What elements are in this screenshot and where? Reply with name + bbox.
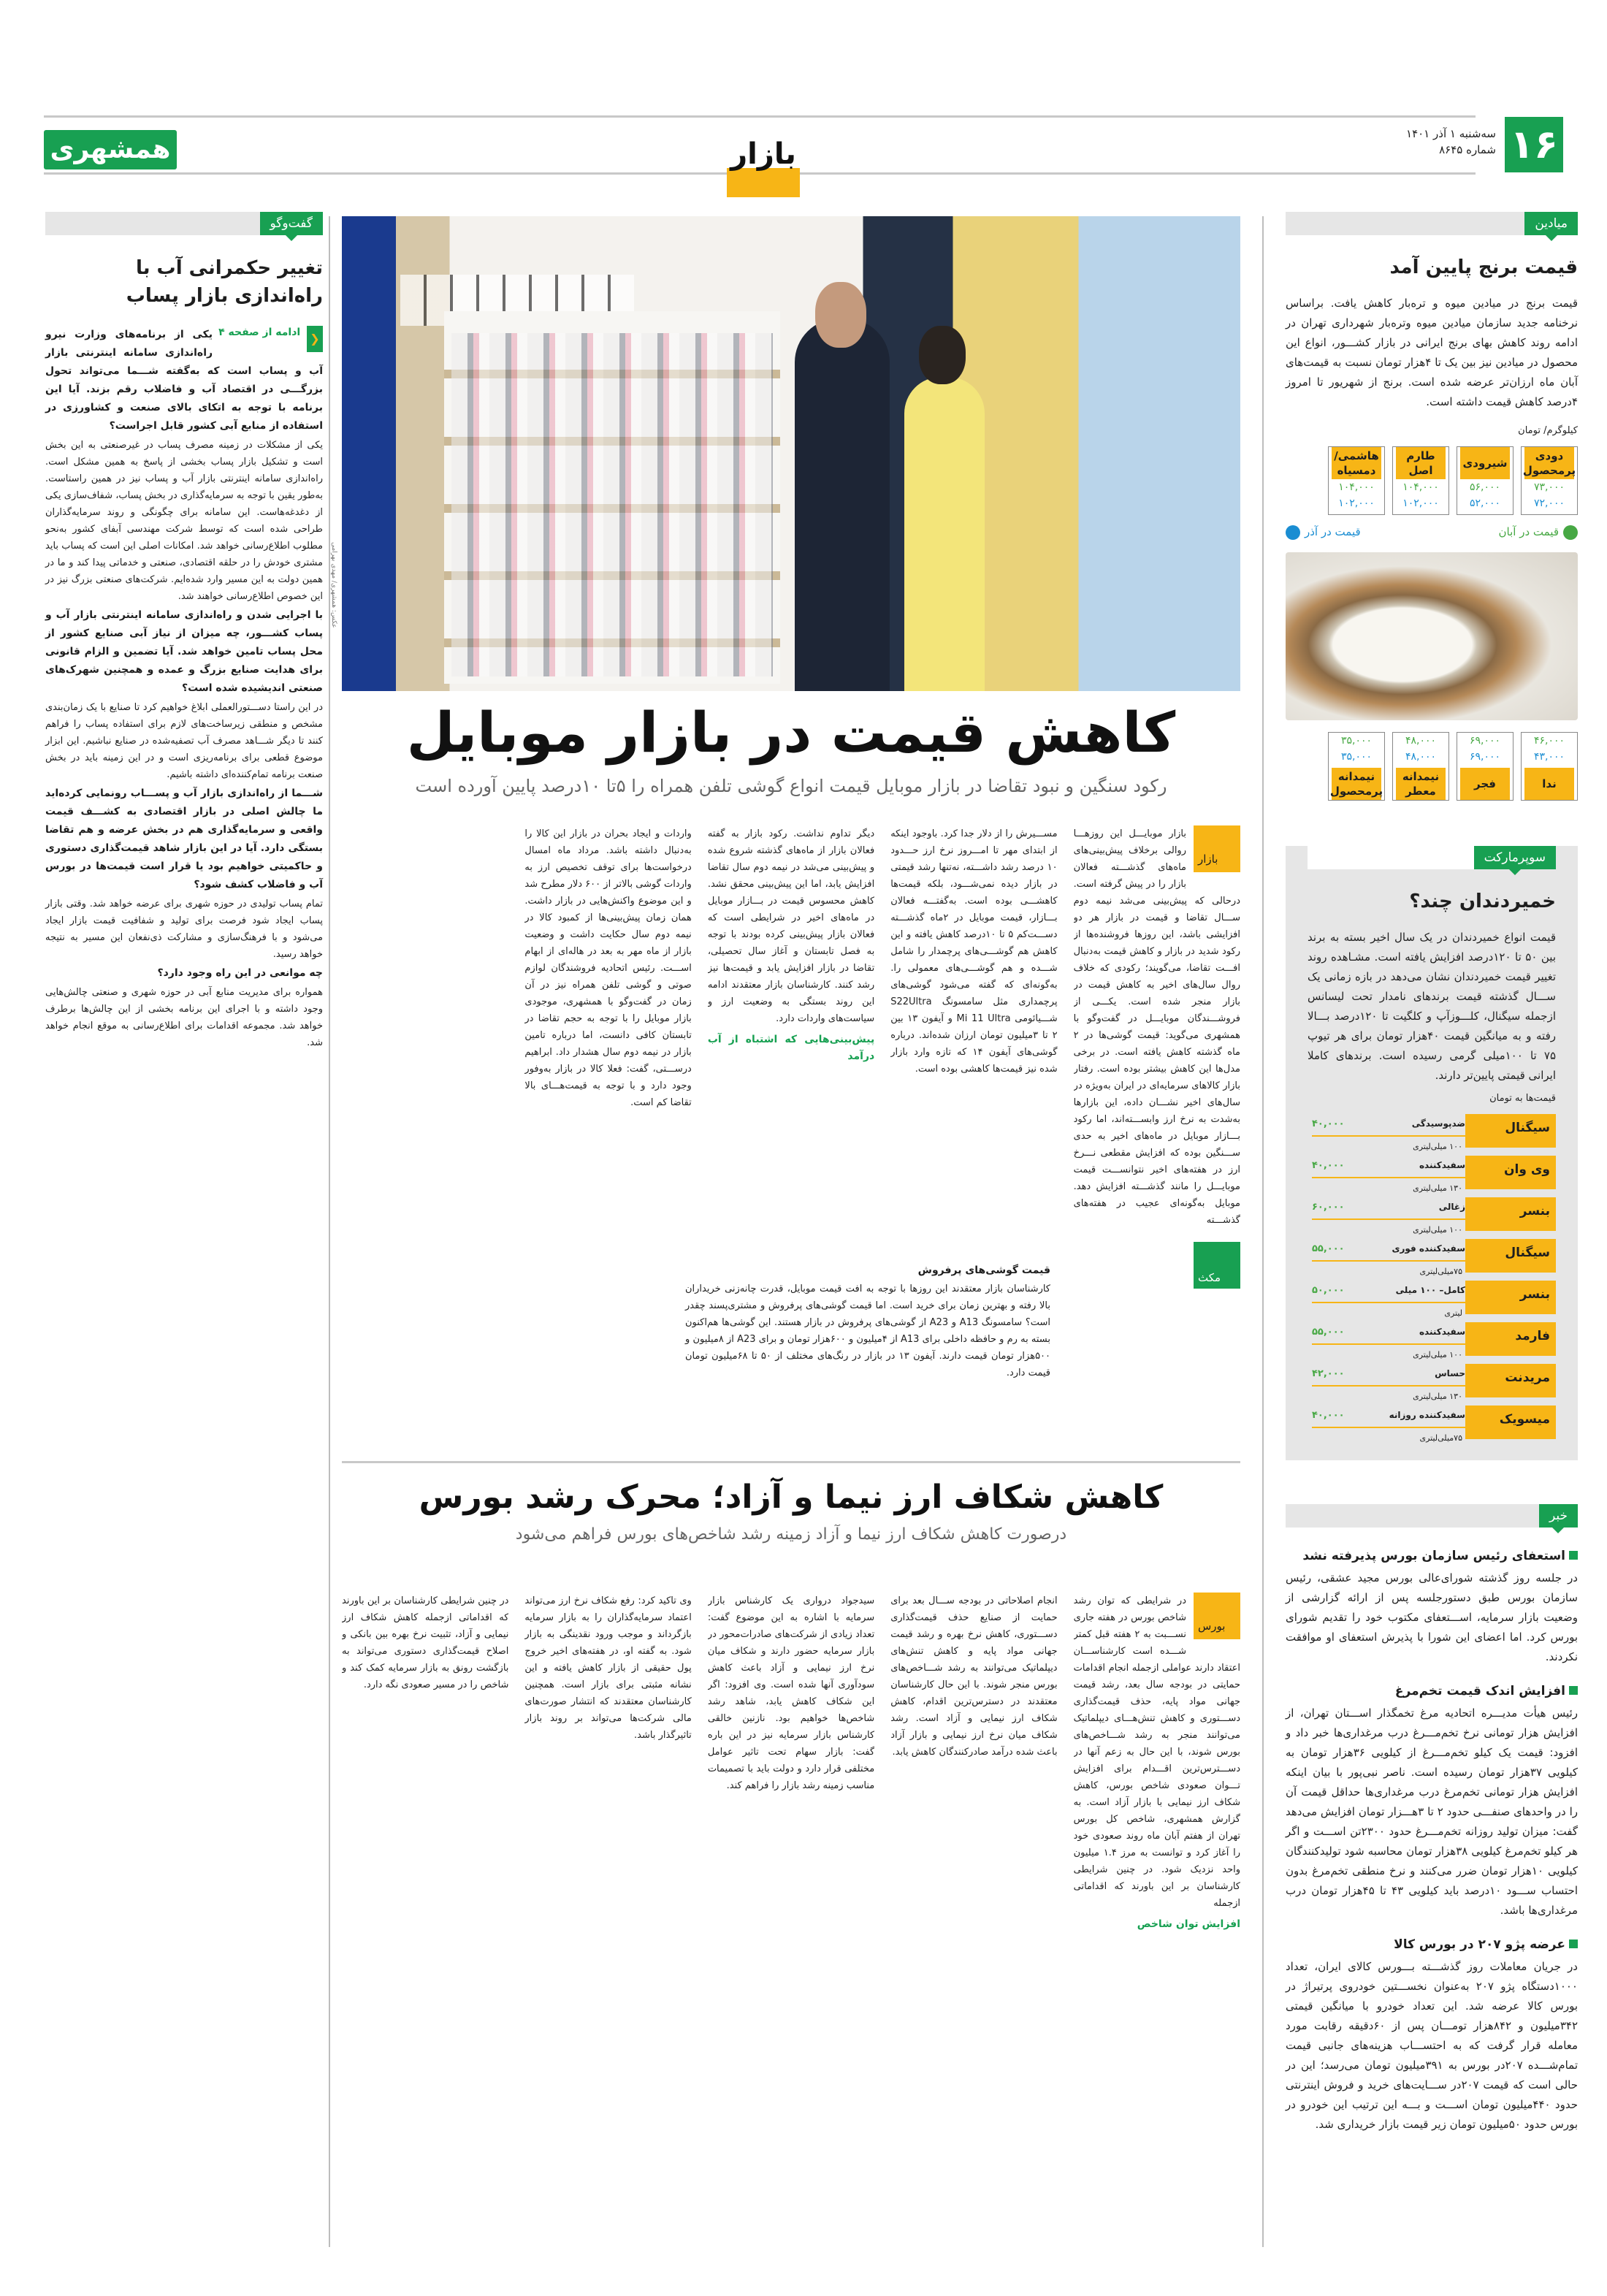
masthead: [44, 110, 1563, 190]
best-sellers-text: کارشناسان بازار معتقدند این روزها با توجه به افت قیمت موبایل، قدرت چانه‌زنی خریداران بالا رفته و بهترین زمان برای خرید است. اما قیمت گوشی‌های پرفروش و مشتری‌پسند چقدر است؟ سامسونگ A13 و A23 از گوشی‌های پرفروش در بازار هستند. این گوشی‌ها هم‌اکنون بسته به رم و حافظه داخلی برای A13 از ۴میلیون و ۶۰۰هزار تومان و برای A23 از ۸میلیون و ۵۰۰هزار تومان قیمت دارند. آیفون ۱۳ در بازار در رنگ‌های مختلف از ۵۰ تا ۶۸میلیون تومان قیمت دارد.: [685, 1284, 1051, 1378]
interview-answer: تمام پساب تولیدی در حوزه شهری برای عرضه خواهد شد. وقتی بازار پساب ایجاد شود فرصت برای تولید و شفافیت قیمت بازار ایجاد می‌شود و با فرهنگ‌سازی و مشارکت ذی‌نفعان این مسیر به نتیجه خواهد رسید.: [45, 899, 323, 960]
article-column: [342, 1593, 508, 2250]
article-text: مســـیرش را از دلار جدا کرد. باوجود اینکه از ابتدای مهر تا امـــروز نرخ ارز حـــدود ۱۰ درصد رشد داشـــته، نه‌تنها رشد قیمتی در بازار دیده نمی‌شـــود، بلکه قیمت‌ها کاهشـــی بوده است. به‌گفتـــه فعالان بـــازار، قیمت موبایل در ۲ماه گذشـــته دســـت‌کم ۵ تا ۱۰درصد کاهش یافته و این کاهش هم گوشـــی‌های پرچمدار را شامل شـــده و هم گوشـــی‌های معمولی را. به‌گونه‌ای که گفته می‌شود گوشی‌های پرچمداری مثل سامسونگ S22Ultra شـــیائومی Mi 11 Ultra و آیفون ۱۳ ‌بین ۲ تا ۳میلیون تومان ارزان شده‌اند. درباره گوشی‌های آیفون ۱۴ که تازه وارد بازار شده نیز قیمت‌ها کاهشی بوده است.: [890, 828, 1058, 1075]
price-azar: ۳۵,۰۰۰: [1340, 751, 1373, 763]
second-subheadline: درصورت کاهش شکاف ارز نیما و آزاد زمینه رشد شاخص‌های بورس فراهم می‌شود: [515, 1525, 1067, 1544]
rice-type-name: ندا: [1524, 768, 1574, 800]
issue-number: شماره ۸۶۴۵: [1439, 143, 1496, 156]
rice-price-card: [1521, 732, 1578, 801]
price-aban: ۷۳,۰۰۰: [1533, 481, 1565, 493]
interview-question: با اجرایی شدن و راه‌اندازی سامانه اینترنتی بازار آب و پساب کشـــور، چه میزان از نیاز آبی صنایع کشور از محل پساب تامین خواهد شد. آیا تضمین و الزام قانونی برای هدایت صنایع بزرگ و عمده و همچنین شهرک‌های صنعتی اندیشیده شده است؟: [45, 609, 323, 694]
toothpaste-info: [1308, 1197, 1465, 1235]
price-aban: ۴۶,۰۰۰: [1533, 735, 1565, 747]
price-azar: ۴۸,۰۰۰: [1405, 751, 1437, 763]
toothpaste-brand: بنسر: [1465, 1281, 1556, 1314]
rice-type-name: شیرودی: [1460, 447, 1510, 479]
section-title-highlight: [727, 168, 800, 197]
kicker-label: مکث: [1198, 1271, 1221, 1284]
price-aban: ۱۰۴,۰۰۰: [1338, 481, 1375, 493]
interview-question: چه موانعی در این راه وجود دارد؟: [157, 967, 323, 979]
page-number: ۱۶: [1505, 117, 1563, 172]
toothpaste-type: سفیدکننده: [1419, 1327, 1465, 1337]
toothpaste-brand: میسویک: [1465, 1406, 1556, 1439]
photo-credit: عکس: همشهری/ مهدی بهرامی: [330, 542, 337, 628]
toothpaste-info: [1308, 1114, 1465, 1151]
section-title-text: بازار: [730, 137, 796, 171]
news-item: [1286, 1546, 1578, 1667]
toothpaste-type: سفیدکننده فوری: [1392, 1243, 1465, 1254]
article-column: [890, 1593, 1057, 2250]
article-text: انجام اصلاحاتی در بودجه ســـال بعد برای حمایت از صنایع حذف قیمت‌گذاری دســـتوری، کاهش نرخ بهره و رشد قیمت جهانی مواد پایه و کاهش تنش‌های دیپلماتیک می‌توانند به رشد شـــاخص‌های بورس منجر شوند. با این حال کارشناسان معتقدند در دسترس‌ترین اقدام، کاهش شکاف ارز نیمایی و آزاد است. رشد شکاف میان نرخ ارز نیمایی و بازار آزاد باعث شده درآمد صادرکنندگان کاهش یابد.: [890, 1595, 1058, 1758]
article-column: [1074, 1593, 1240, 2250]
toothpaste-row: [1308, 1406, 1556, 1443]
rice-price-card: [1392, 446, 1449, 515]
toothpaste-type: زغالی: [1438, 1202, 1465, 1212]
main-subheadline: رکود سنگین و نبود تقاضا در بازار موبایل قیمت انواع گوشی تلفن همراه را ۵تا ۱۰درصد پایین آورده است: [415, 776, 1167, 796]
article-text: در چنین شرایطی کارشناسان بر این باورند که اقداماتی ازجمله کاهش شکاف ارز نیمایی و آزاد، تثبیت نرخ بهره بین بانکی و اصلاح قیمت‌گذاری دستوری می‌تواند به بازگشت رونق به بازار سرمایه کمک کند و شاخص را در مسیر صعودی نگه دارد.: [342, 1595, 509, 1690]
toothpaste-row: [1308, 1364, 1556, 1401]
best-sellers-box: [685, 1256, 1050, 1381]
legend-aban: [1499, 522, 1579, 542]
toothpaste-info: [1308, 1406, 1465, 1443]
rice-price-card: [1457, 732, 1514, 801]
continued-from-marker[interactable]: [218, 326, 323, 352]
article-text: دیگر تداوم نداشت. رکود بازار به گفته فعالان بازار از ماه‌های گذشته شروع شده و پیش‌بینی می‌شد در نیمه دوم سال تقاضا افزایش یابد، اما این پیش‌بینی محقق نشد. کاهش محسوس قیمت در بـــازار موبایل در ماه‌های اخیر در شرایطی است که فعالان بازار پیش‌بینی کرده بودند با توجه به فصل تابستان و آغاز سال تحصیلی، تقاضا در بازار افزایش یابد و قیمت‌ها نیز رشد کنند. کارشناسان بازار معتقدند ادامه این روند بستگی به وضعیت ارز و سیاست‌های واردات دارد.: [707, 828, 875, 1024]
toothpaste-brand: سیگنال: [1465, 1114, 1556, 1148]
toothpaste-size: ۱۰۰ میلی‌لیتری: [1413, 1142, 1462, 1151]
article-text: بازار موبایـــل این روزهـــا روالی برخلاف پیش‌بینی‌های ماه‌های گذشـــته فعالان بازار را در پیش گرفته است. درحالی که پیش‌بینی می‌شد نیمه دوم ســـال تقاضا و قیمت در بازار هر دو افزایشی باشد، این روزها فروشنده‌ها از رکود شدید در بازار و کاهش قیمت به‌دنبال افـــت تقاضا، می‌گویند؛ رکودی که خلاف روال سال‌های اخیر به کاهش قیمت در بازار منجر شده است. یکـــی از فروشـــندگان موبایـــل در گفت‌وگو با همشهری می‌گوید: قیمت گوشی‌ها در ۲ ماه گذشته کاهش یافته است. در برخی مدل‌ها این کاهش بیشتر بوده است. رفتار بازار کالاهای سرمایه‌ای در ایران به‌ویژه در سال‌های اخیر نشـــان داده، این بازارها به‌شدت به نرخ ارز وابســـته‌اند، اما رکود بـــازار موبایل در ماه‌های اخیر به حدی ســـنگین بوده که افزایش مقطعی نـــرخ ارز در هفته‌های اخیر نتوانســـت قیمت موبایـــل را مانند گذشـــته افزایش دهد. موبایل به‌گونه‌ای عجیب در هفته‌های گذشـــته: [1073, 828, 1240, 1226]
toothpaste-price: ۴۲,۰۰۰: [1312, 1368, 1345, 1379]
mobile-shop-photo: [342, 216, 1240, 691]
toothpaste-row: [1308, 1156, 1556, 1193]
price-azar: ۱۰۲,۰۰۰: [1402, 497, 1439, 509]
rice-body: قیمت برنج در میادین میوه و تره‌بار کاهش یافت. براساس نرخنامه جدید سازمان میادین میوه وتره‌بار شهرداری تهران در ادامه روند کاهش بهای برنج ایرانی در بازار کشـــور، انواع این محصول در میادین نیز بین یک تا ۴هزار تومان نسبت به قیمت‌های آبان ماه ارزان‌تر عرضه شده است. برنج از شهریور تا امروز ۴درصد کاهش قیمت داشته است.: [1286, 297, 1578, 408]
rice-type-name: هاشمی/ دمسیاه: [1332, 447, 1381, 479]
toothpaste-price: ۶۰,۰۰۰: [1312, 1202, 1345, 1213]
toothpaste-type: حساس: [1435, 1368, 1465, 1378]
brand-logo[interactable]: همشهری: [44, 130, 177, 169]
interview-answer: در این راستا دســـتورالعملی ابلاغ خواهیم کرد تا صنایع با یک زمان‌بندی مشخص و منطقی زیرساخت‌های لازم برای استفاده پساب را فراهم کنند تا دیگر شـــاهد مصرف آب تصفیه‌شده در صنایع نباشیم. این ابزار موضوع قطعی برای برنامه‌ریزی است و در این زمینه باید در بخش صنعت برنامه تمام‌کننده‌ای داشته باشیم.: [45, 702, 323, 780]
interview-title[interactable]: تغییر حکمرانی آب با راه‌اندازی بازار پساب: [126, 257, 323, 307]
toothpaste-brand: مریدنت: [1465, 1364, 1556, 1397]
blue-dot-icon: [1286, 525, 1300, 540]
news-briefs-section: [1286, 1504, 1578, 2135]
rice-title[interactable]: قیمت برنج پایین آمد: [1389, 256, 1578, 278]
price-azar: ۵۲,۰۰۰: [1469, 497, 1501, 509]
rice-price-card: [1328, 732, 1385, 801]
article-text: سیدجواد درواری یک کارشناس بازار سرمایه با اشاره به این موضوع گفت: تعداد زیادی از شرکت‌های صادرات‌محور در بازار سرمایه حضور دارند و شکاف میان نرخ ارز نیمایی و آزاد باعث کاهش سودآوری آنها شده است. وی افزود: اگر این شکاف کاهش یابد، شاهد رشد شاخص‌ها خواهیم بود. نازنین خالقی کارشناس بازار سرمایه نیز در این باره گفت: بازار سهام تحت تاثیر عوامل مختلفی قرار دارد و دولت باید با تصمیمات مناسب زمینه رشد بازار را فراهم کند.: [707, 1595, 875, 1791]
kicker-label: بازار: [1198, 853, 1218, 866]
rice-type-name: نیمدانه معطر: [1396, 768, 1446, 800]
toothpaste-row: [1308, 1239, 1556, 1276]
kicker-label: بورس: [1198, 1620, 1226, 1633]
toothpaste-price: ۴۰,۰۰۰: [1312, 1410, 1345, 1421]
issue-date: سه‌شنبه ۱ آذر ۱۴۰۱: [1406, 127, 1496, 140]
price-azar: ۶۹,۰۰۰: [1469, 751, 1501, 763]
toothpaste-brand: فارمد: [1465, 1322, 1556, 1356]
toothpaste-title[interactable]: خمیردندان چند؟: [1409, 890, 1556, 912]
toothpaste-type: سفیدکننده: [1419, 1160, 1465, 1170]
article-subheading: افزایش توان شاخص: [1137, 1918, 1240, 1930]
news-item: [1286, 1935, 1578, 2135]
second-article-body: [342, 1593, 1240, 2250]
section-tag-meyadin: میادین: [1524, 212, 1578, 235]
article-text: واردات و ایجاد بحران در بازار این کالا را به‌دنبال داشته باشد. مرداد ماه امسال درخواست‌ها برای توقف تخصیص ارز به واردات گوشی بالاتر از ۶۰۰ دلار مطرح شد و این موضوع واکنش‌هایی در بازار داشت. همان زمان پیش‌بینی‌ها از کمبود کالا در نیمه دوم سال حکایت داشت و وضعیت بازار از ماه مهر به بعد در هاله‌ای از ابهام اســـت. رئیس اتحادیه فروشندگان لوازم صوتی و گوشی تلفن همراه نیز در آن زمان در گفت‌وگو با همشهری، موجودی بازار موبایل را با توجه به حجم تقاضا در تابستان کافی دانست، اما درباره تامین بازار در نیمه دوم سال هشدار داد. ابراهیم درســـتی، گفت: فعلا کالا در بازار به‌وفور وجود دارد و با توجه به قیمت‌هـــای بالا تقاضا کم است.: [524, 828, 692, 1108]
toothpaste-row: [1308, 1322, 1556, 1359]
phones-on-display: [451, 333, 773, 676]
price-azar: ۷۲,۰۰۰: [1533, 497, 1565, 509]
rice-bowl-photo: [1286, 552, 1578, 720]
toothpaste-section: [1286, 846, 1578, 1460]
toothpaste-size: ۱۳۰ میلی‌لیتری: [1413, 1183, 1462, 1193]
customer-man: [795, 319, 890, 691]
toothpaste-body: قیمت انواع خمیردندان در یک سال اخیر بسته به برند بین ۵۰ تا ۱۲۰درصد افزایش یافته است. مشـاهده روند تغییر قیمت خمیردندان نشان می‌دهد در بازه زمانی یک ســـال گذشته قیمت برندهای نامدار تحت لیسانس ازجمله سیگنال، کلـــوزآپ و کلگیت تا ۱۲۰درصد بـــالا رفته و به میانگین قیمت ۴۰هزار تومان برای هر تیوپ ۷۵ تا ۱۰۰میلی گرمی رسیده است. برندهای کاملا ایرانی قیمتی پایین‌تر دارند.: [1308, 931, 1557, 1082]
article-text: در شرایطی که توان رشد شاخص بورس در هفته جاری نســـبت به ۲ هفته قبل کمتر شـــده است کارشناســـان اعتقاد دارند عواملی ازجمله انجام اقدامات حمایتی در بودجه سال بعد، رشد قیمت جهانی مواد پایه، حذف قیمت‌گذاری دســـتوری و کاهش تنش‌هـــای دیپلماتیک می‌توانند منجر به رشد شـــاخص‌های بورس شوند، با این حال به زعم آنها در دســـترس‌ترین اقـــدام برای افزایش تـــوان صعودی شاخص بورس، کاهش شکاف ارز نیمایی با بازار آزاد است. به گزارش همشهری، شاخص کل بورس تهران از هفتم آبان ماه روند صعودی خود را آغاز کرد و توانست به مرز ۱.۴ میلیون واحد نزدیک شود. در چنین شرایطی کارشناسان بر این باورند که اقداماتی ازجمله: [1073, 1595, 1240, 1909]
kicker-bazar: [1194, 825, 1240, 872]
news-item-body: در جلسه روز گذشته شورای‌عالی بورس مجید عشقی، رئیس سازمان بورس طبق دستورجلسه پس از ارائه گزارشی از وضعیت بازار سرمایه، اســـتعفای مکتوب خود را تقدیم شورای بورس کرد. اما اعضای این شورا با پذیرش استعفای او موافقت نکردند.: [1286, 1571, 1578, 1663]
rice-unit-label: کیلوگرم/ تومان: [1518, 425, 1578, 436]
column-divider: [1262, 216, 1264, 2247]
toothpaste-row: [1308, 1281, 1556, 1318]
section-tag-supermarket: سوپرمارکت: [1474, 846, 1556, 869]
article-subheading: پیش‌بینی‌هایی که اشتباه از آب درآمد: [707, 1034, 875, 1062]
rice-type-name: فجر: [1460, 768, 1510, 800]
toothpaste-type: ضدپوسیدگی: [1411, 1118, 1465, 1129]
news-item-body: در جریان معاملات روز گذشـــته بـــورس کالای ایران، تعداد ۱۰۰۰دستگاه پژو ۲۰۷ به‌عنوان نخســـتین خودروی پرتیراژ در بورس کالا عرضه شد. این تعداد خودرو با میانگین قیمتی ۳۴۲میلیون و ۸۴۲هزار تومـــان پس از ۶۰دقیقه رقابت مورد معامله قرار گرفت که به احتســـاب هزینه‌های جانبی قیمت تمام‌شـــده ۲۰۷در بورس به ۳۹۱میلیون تومان می‌رسد؛ این در حالی است که قیمت ۲۰۷در ســـایت‌های خرید و فروش اینترنتی حدود ۴۴۰میلیون تومان اســـت و بـــه این ترتیب این خودرو در بورس حدود ۵۰میلیون تومان زیر قیمت بازار خریداری شد.: [1286, 1960, 1578, 2131]
interview-question: یکی از برنامه‌های وزارت نیرو راه‌اندازی سامانه اینترنتی بازار آب و پساب است که به‌گفته شـــما می‌تواند تحول بزرگـــی در اقتصاد آب و فاضلاب رقم بزند. آیا این برنامه با توجه به اتکای بالای صنعت و کشاورزی در استفاده از منابع آبی کشور قابل اجراست؟: [45, 329, 323, 432]
toothpaste-info: [1308, 1364, 1465, 1401]
toothpaste-price: ۵۵,۰۰۰: [1312, 1243, 1345, 1254]
section-tag-news: خبر: [1539, 1504, 1578, 1528]
masthead-top-rule: [44, 115, 1476, 118]
toothpaste-size: ۱۰۰ میلی‌لیتری: [1413, 1350, 1462, 1359]
rice-price-row-top: [1286, 446, 1578, 515]
customer-boy-head: [919, 326, 966, 384]
toothpaste-row: [1308, 1114, 1556, 1151]
sidebar-box-row: [342, 1242, 1240, 1446]
toothpaste-price: ۴۰,۰۰۰: [1312, 1160, 1345, 1171]
rice-price-row-bottom: [1286, 732, 1578, 801]
main-headline[interactable]: کاهش قیمت در بازار موبایل: [406, 700, 1176, 765]
toothpaste-brand: وی وان: [1465, 1156, 1556, 1189]
right-sidebar: [1286, 212, 1578, 2149]
news-item: [1286, 1682, 1578, 1921]
toothpaste-type: کامل– ۱۰۰ میلی: [1395, 1285, 1465, 1295]
price-azar: ۴۳,۰۰۰: [1533, 751, 1565, 763]
news-item-body: رئیس هیأت مدیـــره اتحادیه مرغ تخمگذار اســـتان تهران، از افزایش هزار تومانی نرخ تخم‌مـــرغ درب مرغداری‌ها خبر داد و افزود: قیمت یک کیلو تخم‌مـــرغ از کیلویی ۳۶هزار تومان به کیلویی ۳۷هزار تومان رسیده است. ناصر نبی‌پور با بیان اینکه افزایش هزار تومانی تخم‌مرغ درب مرغداری‌ها حداقل قیمت آن را در واحدهای صنفـــی حدود ۲ تا ۳هـــزار تومان افزایش می‌دهد گفت: میزان تولید روزانه تخم‌مـــرغ حدود ۲۳۰۰تن اســـت و اگر هر کیلو تخم‌مرغ کیلویی ۳۸هزار تومان محاسبه شود تولیدکنندگان کیلویی ۱۰هزار تومان ضرر می‌کنند و نرخ منطقی تخم‌مرغ بدون احتساب ســـود ۱۰درصد باید کیلویی ۴۳ تا ۴۵هزار تومان درب مرغداری‌ها باشد.: [1286, 1706, 1579, 1917]
rice-price-card: [1521, 446, 1578, 515]
toothpaste-brand: بنسر: [1465, 1197, 1556, 1231]
toothpaste-price: ۵۵,۰۰۰: [1312, 1327, 1345, 1338]
news-item-title[interactable]: افزایش اندک قیمت تخم‌مرغ: [1286, 1682, 1578, 1701]
section-tag-bar: [1286, 1504, 1578, 1528]
section-tag-bar: [1286, 212, 1578, 235]
section-tag-bar: [1308, 846, 1556, 869]
legend-azar: [1286, 522, 1361, 542]
customer-boy: [904, 377, 985, 691]
kicker-maks: [1194, 1242, 1240, 1289]
price-legend: [1286, 522, 1578, 542]
toothpaste-unit-label: قیمت‌ها به تومان: [1489, 1093, 1556, 1104]
rice-type-name: نیمدانه پرمحصول: [1332, 768, 1381, 800]
toothpaste-size: ۷۵میلی‌لیتری: [1419, 1433, 1462, 1443]
section-tag-bar: [45, 212, 323, 235]
price-aban: ۱۰۴,۰۰۰: [1402, 481, 1439, 493]
interview-answer: یکی از مشکلات در زمینه مصرف پساب در غیرصنعتی به این بخش است و تشکیل بازار پساب بخشی از پاسخ به همین مشکل است. راه‌اندازی سامانه اینترنتی بازار آب و پساب نیز در همین راستاست. به‌طور یقین با توجه به سرمایه‌گذاری در بخش پساب، شفاف‌سازی یکی از دغدغه‌هاست. این سامانه برای چگونگی و روند سرمایه‌گذاران طراحی شده است که توسط شرکت مهندسی آبفای کشور به‌نحو مطلوب اطلاع‌رسانی خواهد شد. امکانات اصلی این است که پساب باید مشتری خودش را در حلقه اقتصادی، صنعتی و خدماتی پیدا کند و ما در همین دولت به این مسیر وارد شده‌ایم. شرکت‌های صنعتی بزرگ نیز در این خصوص اطلاع‌رسانی خواهند شد.: [45, 440, 323, 602]
rice-price-card: [1392, 732, 1449, 801]
rice-price-card: [1457, 446, 1514, 515]
price-aban: ۴۸,۰۰۰: [1405, 735, 1437, 747]
toothpaste-info: [1308, 1156, 1465, 1193]
article-text: وی تاکید کرد: رفع شکاف نرخ ارز می‌تواند اعتماد سرمایه‌گذاران را به بازار سرمایه بازگرداند و موجب ورود نقدینگی به بازار شود. به گفته او، در هفته‌های اخیر خروج پول حقیقی از بازار کاهش یافته و این نشانه مثبتی برای بازار است. همچنین کارشناسان معتقدند که انتشار صورت‌های مالی شرکت‌ها می‌تواند بر روند بازار تاثیرگذار باشد.: [524, 1595, 692, 1741]
toothpaste-info: [1308, 1239, 1465, 1276]
toothpaste-brand: سیگنال: [1465, 1239, 1556, 1273]
interview-answer: همواره برای مدیریت منابع آبی در حوزه شهری و صنعتی چالش‌هایی وجود داشته و با اجرای این برنامه بخشی از این چالش‌ها برطرف خواهد شد. مجموعه اقدامات برای اطلاع‌رسانی به موقع انجام خواهد شد.: [45, 987, 323, 1048]
toothpaste-row: [1308, 1197, 1556, 1235]
kicker-bourse: [1194, 1593, 1240, 1639]
article-separator: [342, 1461, 1240, 1463]
toothpaste-size: لیتری: [1444, 1308, 1462, 1318]
continued-label: ادامه از صفحه ۴: [218, 327, 301, 338]
section-tag-interview: گفت‌وگو: [260, 212, 323, 235]
article-column: [524, 1593, 691, 2250]
news-item-title[interactable]: استعفای رئیس سازمان بورس پذیرفته نشد: [1286, 1546, 1578, 1565]
price-aban: ۳۵,۰۰۰: [1340, 735, 1373, 747]
second-headline[interactable]: کاهش شکاف ارز نیما و آزاد؛ محرک رشد بورس: [419, 1479, 1164, 1516]
price-azar: ۱۰۲,۰۰۰: [1338, 497, 1375, 509]
news-item-title[interactable]: عرضه پژو ۲۰۷ در بورس کالا: [1286, 1935, 1578, 1954]
section-title: [727, 137, 800, 197]
green-dot-icon: [1563, 525, 1578, 540]
toothpaste-size: ۷۵میلی‌لیتری: [1419, 1267, 1462, 1276]
toothpaste-size: ۱۳۰ میلی‌لیتری: [1413, 1392, 1462, 1401]
price-aban: ۶۹,۰۰۰: [1469, 735, 1501, 747]
article-column: [708, 1593, 874, 2250]
legend-aban-label: قیمت در آبان: [1498, 525, 1559, 538]
toothpaste-info: [1308, 1281, 1465, 1318]
price-aban: ۵۶,۰۰۰: [1469, 481, 1501, 493]
customer-man-head: [815, 282, 866, 348]
rice-type-name: دودی پرمحصول: [1524, 447, 1574, 479]
toothpaste-price: ۵۰,۰۰۰: [1312, 1285, 1345, 1296]
toothpaste-type: سفیدکننده روزانه: [1389, 1410, 1465, 1420]
toothpaste-price: ۴۰,۰۰۰: [1312, 1118, 1345, 1129]
rice-price-card: [1328, 446, 1385, 515]
rice-prices-section: [1286, 212, 1578, 801]
issue-info: [1406, 126, 1496, 158]
legend-azar-label: قیمت در آذر: [1305, 525, 1361, 538]
toothpaste-info: [1308, 1322, 1465, 1359]
rice-type-name: طارم اصل: [1396, 447, 1446, 479]
chevron-left-icon: ❮: [307, 326, 323, 352]
interview-question: شـــما از راه‌اندازی بازار آب و پســـاب رونمایی کرده‌اید ما چالش اصلی در بازار اقتصادی به کشـــف قیمت واقعی و سرمایه‌گذاری هم در بخش عرضه و هم تقاضا بستگی دارد. آیا در این بازار شاهد قیمت‌گذاری دستوری و حاکمیتی خواهیم بود یا قرار است قیمت‌ها در بورس آب و فاضلاب کشف شود؟: [45, 787, 323, 890]
left-interview-column: [45, 212, 323, 1053]
toothpaste-size: ۱۰۰ میلی‌لیتری: [1413, 1225, 1462, 1235]
best-sellers-title[interactable]: قیمت گوشی‌های پرفروش: [917, 1265, 1050, 1276]
